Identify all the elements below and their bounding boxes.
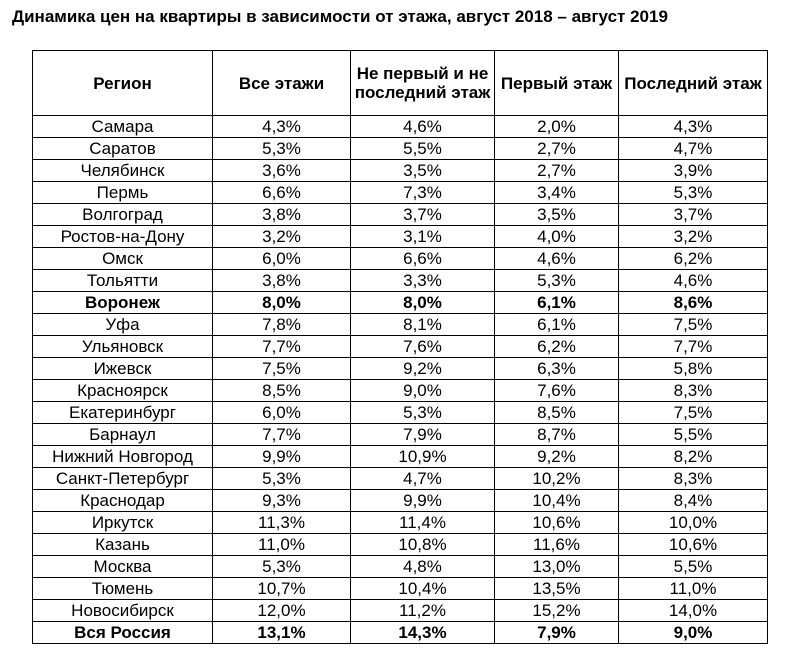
cell-all-floors: 5,3% <box>213 468 351 490</box>
price-dynamics-table <box>32 50 768 644</box>
table-row <box>33 534 768 556</box>
table-row <box>33 424 768 446</box>
cell-first-floor: 6,1% <box>495 314 619 336</box>
cell-first-floor: 7,6% <box>495 380 619 402</box>
cell-first-floor: 15,2% <box>495 600 619 622</box>
cell-all-floors: 3,8% <box>213 204 351 226</box>
cell-last-floor: 3,9% <box>619 160 768 182</box>
cell-last-floor: 8,2% <box>619 446 768 468</box>
cell-middle-floors: 4,8% <box>351 556 495 578</box>
cell-all-floors: 6,0% <box>213 402 351 424</box>
cell-middle-floors: 10,8% <box>351 534 495 556</box>
cell-region: Вся Россия <box>33 622 213 644</box>
cell-region: Краснодар <box>33 490 213 512</box>
table-row <box>33 270 768 292</box>
cell-last-floor: 6,2% <box>619 248 768 270</box>
cell-region: Ижевск <box>33 358 213 380</box>
cell-region: Ульяновск <box>33 336 213 358</box>
table-row <box>33 314 768 336</box>
table-row <box>33 490 768 512</box>
cell-middle-floors: 9,2% <box>351 358 495 380</box>
cell-middle-floors: 5,5% <box>351 138 495 160</box>
cell-region: Пермь <box>33 182 213 204</box>
table-row <box>33 182 768 204</box>
cell-region: Самара <box>33 116 213 138</box>
cell-last-floor: 7,5% <box>619 314 768 336</box>
table-row <box>33 160 768 182</box>
header-row <box>33 51 768 116</box>
cell-last-floor: 11,0% <box>619 578 768 600</box>
table-row <box>33 622 768 644</box>
table-row <box>33 578 768 600</box>
cell-last-floor: 7,7% <box>619 336 768 358</box>
cell-first-floor: 4,0% <box>495 226 619 248</box>
cell-all-floors: 7,7% <box>213 336 351 358</box>
cell-region: Санкт-Петербург <box>33 468 213 490</box>
header-all-floors: Все этажи <box>213 51 351 116</box>
cell-region: Саратов <box>33 138 213 160</box>
cell-first-floor: 6,3% <box>495 358 619 380</box>
table-row <box>33 358 768 380</box>
cell-all-floors: 5,3% <box>213 556 351 578</box>
cell-middle-floors: 7,6% <box>351 336 495 358</box>
cell-region: Москва <box>33 556 213 578</box>
table-row <box>33 336 768 358</box>
table-row <box>33 248 768 270</box>
table-row <box>33 446 768 468</box>
cell-first-floor: 10,2% <box>495 468 619 490</box>
cell-all-floors: 8,5% <box>213 380 351 402</box>
cell-middle-floors: 10,4% <box>351 578 495 600</box>
cell-middle-floors: 3,5% <box>351 160 495 182</box>
cell-first-floor: 10,4% <box>495 490 619 512</box>
cell-region: Тюмень <box>33 578 213 600</box>
table-row <box>33 380 768 402</box>
cell-last-floor: 8,3% <box>619 468 768 490</box>
cell-region: Барнаул <box>33 424 213 446</box>
cell-middle-floors: 4,7% <box>351 468 495 490</box>
cell-all-floors: 8,0% <box>213 292 351 314</box>
cell-all-floors: 4,3% <box>213 116 351 138</box>
table-row <box>33 116 768 138</box>
cell-region: Нижний Новгород <box>33 446 213 468</box>
table-row <box>33 600 768 622</box>
cell-middle-floors: 8,1% <box>351 314 495 336</box>
cell-first-floor: 8,7% <box>495 424 619 446</box>
cell-last-floor: 5,5% <box>619 556 768 578</box>
cell-region: Омск <box>33 248 213 270</box>
cell-all-floors: 10,7% <box>213 578 351 600</box>
cell-all-floors: 11,0% <box>213 534 351 556</box>
cell-first-floor: 5,3% <box>495 270 619 292</box>
cell-first-floor: 8,5% <box>495 402 619 424</box>
cell-middle-floors: 6,6% <box>351 248 495 270</box>
cell-region: Уфа <box>33 314 213 336</box>
cell-all-floors: 9,3% <box>213 490 351 512</box>
cell-region: Волгоград <box>33 204 213 226</box>
cell-last-floor: 8,4% <box>619 490 768 512</box>
cell-all-floors: 3,2% <box>213 226 351 248</box>
cell-all-floors: 7,5% <box>213 358 351 380</box>
cell-last-floor: 5,3% <box>619 182 768 204</box>
cell-last-floor: 5,8% <box>619 358 768 380</box>
cell-middle-floors: 9,0% <box>351 380 495 402</box>
header-middle-floors: Не первый и не последний этаж <box>351 51 495 116</box>
cell-middle-floors: 11,2% <box>351 600 495 622</box>
cell-last-floor: 4,7% <box>619 138 768 160</box>
cell-middle-floors: 10,9% <box>351 446 495 468</box>
cell-all-floors: 6,0% <box>213 248 351 270</box>
cell-first-floor: 2,7% <box>495 160 619 182</box>
cell-last-floor: 3,2% <box>619 226 768 248</box>
cell-region: Тольятти <box>33 270 213 292</box>
cell-all-floors: 3,6% <box>213 160 351 182</box>
cell-first-floor: 2,0% <box>495 116 619 138</box>
cell-region: Казань <box>33 534 213 556</box>
cell-first-floor: 10,6% <box>495 512 619 534</box>
cell-first-floor: 13,0% <box>495 556 619 578</box>
cell-region: Челябинск <box>33 160 213 182</box>
cell-region: Иркутск <box>33 512 213 534</box>
cell-all-floors: 6,6% <box>213 182 351 204</box>
cell-first-floor: 11,6% <box>495 534 619 556</box>
cell-all-floors: 7,7% <box>213 424 351 446</box>
cell-region: Красноярск <box>33 380 213 402</box>
table-row <box>33 468 768 490</box>
cell-first-floor: 7,9% <box>495 622 619 644</box>
cell-last-floor: 8,6% <box>619 292 768 314</box>
cell-middle-floors: 14,3% <box>351 622 495 644</box>
cell-first-floor: 3,4% <box>495 182 619 204</box>
table-row <box>33 204 768 226</box>
cell-first-floor: 3,5% <box>495 204 619 226</box>
cell-middle-floors: 3,3% <box>351 270 495 292</box>
cell-first-floor: 9,2% <box>495 446 619 468</box>
cell-first-floor: 2,7% <box>495 138 619 160</box>
table-row <box>33 402 768 424</box>
cell-region: Воронеж <box>33 292 213 314</box>
cell-middle-floors: 4,6% <box>351 116 495 138</box>
header-region: Регион <box>33 51 213 116</box>
cell-region: Ростов-на-Дону <box>33 226 213 248</box>
cell-middle-floors: 8,0% <box>351 292 495 314</box>
table-row <box>33 226 768 248</box>
cell-last-floor: 7,5% <box>619 402 768 424</box>
cell-last-floor: 14,0% <box>619 600 768 622</box>
cell-all-floors: 12,0% <box>213 600 351 622</box>
cell-last-floor: 3,7% <box>619 204 768 226</box>
header-last-floor: Последний этаж <box>619 51 768 116</box>
cell-last-floor: 8,3% <box>619 380 768 402</box>
table-row <box>33 138 768 160</box>
cell-middle-floors: 11,4% <box>351 512 495 534</box>
cell-first-floor: 6,1% <box>495 292 619 314</box>
cell-middle-floors: 5,3% <box>351 402 495 424</box>
cell-last-floor: 10,6% <box>619 534 768 556</box>
cell-last-floor: 9,0% <box>619 622 768 644</box>
cell-last-floor: 4,6% <box>619 270 768 292</box>
cell-all-floors: 7,8% <box>213 314 351 336</box>
cell-region: Екатеринбург <box>33 402 213 424</box>
cell-first-floor: 13,5% <box>495 578 619 600</box>
cell-all-floors: 3,8% <box>213 270 351 292</box>
cell-region: Новосибирск <box>33 600 213 622</box>
table-title: Динамика цен на квартиры в зависимости от этажа, август 2018 – август 2019 <box>12 7 668 26</box>
cell-last-floor: 5,5% <box>619 424 768 446</box>
table-body <box>33 116 768 644</box>
table-row <box>33 512 768 534</box>
table-row <box>33 292 768 314</box>
cell-middle-floors: 9,9% <box>351 490 495 512</box>
cell-middle-floors: 7,3% <box>351 182 495 204</box>
cell-all-floors: 9,9% <box>213 446 351 468</box>
cell-first-floor: 6,2% <box>495 336 619 358</box>
cell-first-floor: 4,6% <box>495 248 619 270</box>
cell-middle-floors: 3,1% <box>351 226 495 248</box>
cell-all-floors: 11,3% <box>213 512 351 534</box>
cell-all-floors: 13,1% <box>213 622 351 644</box>
cell-last-floor: 4,3% <box>619 116 768 138</box>
cell-middle-floors: 3,7% <box>351 204 495 226</box>
header-first-floor: Первый этаж <box>495 51 619 116</box>
cell-last-floor: 10,0% <box>619 512 768 534</box>
table-row <box>33 556 768 578</box>
cell-middle-floors: 7,9% <box>351 424 495 446</box>
cell-all-floors: 5,3% <box>213 138 351 160</box>
